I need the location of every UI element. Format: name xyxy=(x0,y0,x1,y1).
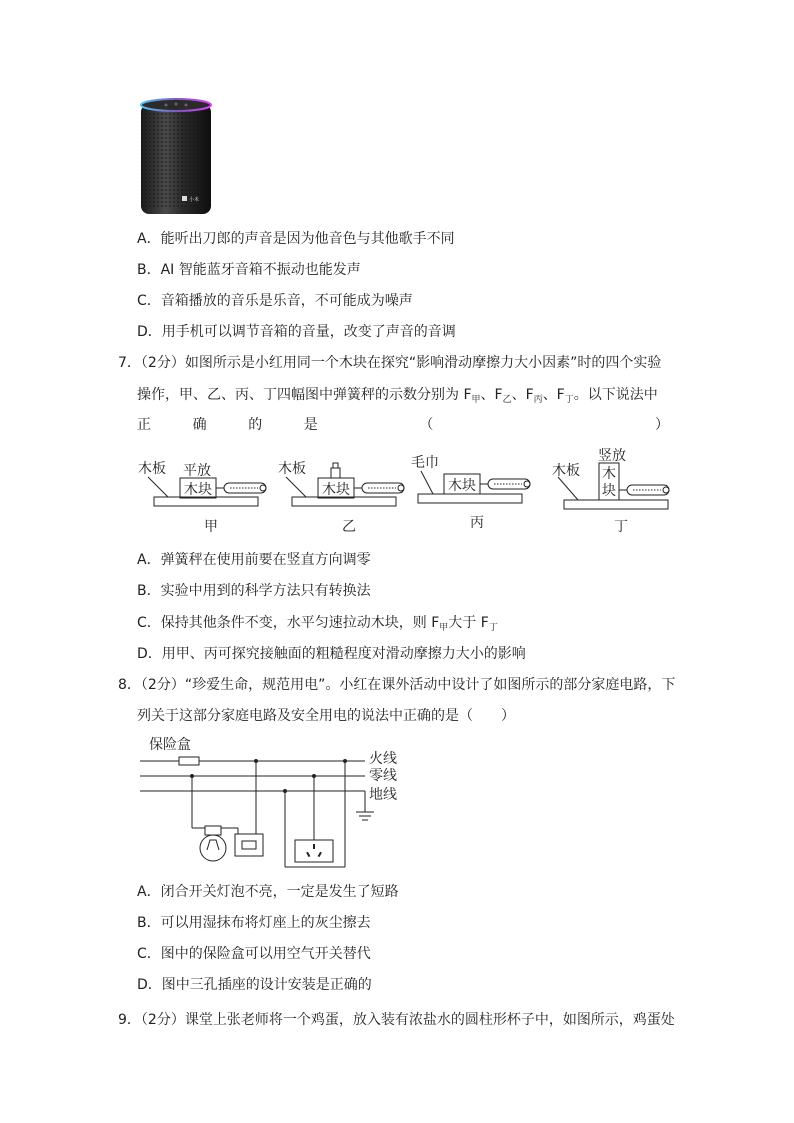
jia-board-label: 木板 xyxy=(138,461,166,477)
q7-option-c[interactable]: C．保持其他条件不变，水平匀速拉动木块，则 $F_甲$大于 $F_丁$ xyxy=(137,615,498,633)
friction-experiment-figure xyxy=(130,445,690,540)
q7-option-d[interactable]: D．用甲、丙可探究接触面的粗糙程度对滑动摩擦力大小的影响 xyxy=(137,646,526,662)
yi-caption: 乙 xyxy=(342,519,356,535)
bing-surface-label: 毛巾 xyxy=(411,455,439,471)
q6-option-a[interactable]: A．能听出刀郎的声音是因为他音色与其他歌手不同 xyxy=(137,231,455,247)
ding-caption: 丁 xyxy=(614,519,628,535)
bing-block-label: 木块 xyxy=(448,478,476,494)
neutral-wire-label: 零线 xyxy=(369,768,397,784)
q6-option-c[interactable]: C．音箱播放的音乐是乐音，不可能成为噪声 xyxy=(137,293,413,309)
smart-speaker-image xyxy=(136,96,216,218)
q8-intro-line1: 8．（2分）“珍爱生命，规范用电”。小红在课外活动中设计了如图所示的部分家庭电路，下 xyxy=(118,677,676,693)
q8-option-b[interactable]: B．可以用湿抹布将灯座上的灰尘擦去 xyxy=(137,915,371,931)
jia-pose-label: 平放 xyxy=(183,463,211,479)
jia-block-label: 木块 xyxy=(184,482,212,498)
q6-option-d[interactable]: D．用手机可以调节音箱的音量，改变了声音的音调 xyxy=(137,324,456,340)
q8-option-a[interactable]: A．闭合开关灯泡不亮，一定是发生了短路 xyxy=(137,884,399,900)
ding-block-label-bottom: 块 xyxy=(602,483,616,499)
ground-wire-label: 地线 xyxy=(369,787,397,803)
live-wire-label: 火线 xyxy=(369,751,397,767)
ding-pose-label: 竖放 xyxy=(598,448,626,464)
q7-intro-line1: 7．（2分）如图所示是小红用同一个木块在探究“影响滑动摩擦力大小因素”时的四个实验 xyxy=(118,355,662,371)
ding-board-label: 木板 xyxy=(552,463,580,479)
bing-caption: 丙 xyxy=(470,515,484,531)
q7-option-b[interactable]: B．实验中用到的科学方法只有转换法 xyxy=(137,583,371,599)
q8-option-d[interactable]: D．图中三孔插座的设计安装是正确的 xyxy=(137,977,372,993)
household-circuit-figure xyxy=(135,732,405,874)
q8-intro-line2: 列关于这部分家庭电路及安全用电的说法中正确的是（ ） xyxy=(137,708,515,724)
yi-block-label: 木块 xyxy=(322,482,350,498)
q7-intro-line3: 正 确 的 是 （ ） xyxy=(137,417,669,433)
jia-caption: 甲 xyxy=(204,519,218,535)
fuse-box-label: 保险盒 xyxy=(149,737,191,753)
q7-option-a[interactable]: A．弹簧秤在使用前要在竖直方向调零 xyxy=(137,552,371,568)
q8-option-c[interactable]: C．图中的保险盒可以用空气开关替代 xyxy=(137,946,371,962)
yi-board-label: 木板 xyxy=(278,461,306,477)
q6-option-b[interactable]: B．AI 智能蓝牙音箱不振动也能发声 xyxy=(137,262,361,278)
q7-intro-line2: 操作，甲、乙、丙、丁四幅图中弹簧秤的示数分别为 $F_甲$、$F_乙$、$F_丙$、$F_丁$。以下说法中 xyxy=(137,387,658,405)
ding-block-label-top: 木 xyxy=(602,466,616,482)
q9-intro-line1: 9．（2分）课堂上张老师将一个鸡蛋，放入装有浓盐水的圆柱形杯子中，如图所示，鸡蛋处 xyxy=(118,1012,675,1028)
speaker-logo: 小米 xyxy=(189,197,200,203)
